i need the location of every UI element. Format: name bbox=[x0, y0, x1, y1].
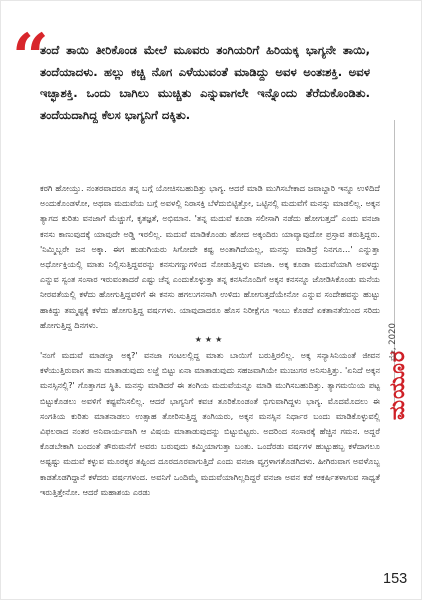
magazine-title-logo: ಮಯೂರ bbox=[384, 350, 409, 420]
section-separator: ★★★ bbox=[194, 335, 226, 345]
pull-quote bbox=[12, 20, 370, 126]
pull-quote-text: ತಂದೆ ತಾಯಿ ತೀರಿಕೊಂಡ ಮೇಲೆ ಮೂವರು ತಂಗಿಯರಿಗೆ ಹಿರಿಯಕ್ಕ ಭಾಗ್ಯನೇ ತಾಯಿ, ತಂದೆಯಾದಳು. ಹಲ್ಲು ಕಚ್ಚಿ ನೊಗ ಎಳೆಯುವಂತೆ ಮಾಡಿದ್ದು ಅವಳ ಅಂತಃಶಕ್ತಿ. ಅವಳ ಇಚ್ಛಾಶಕ್ತಿ. ಒಂದು ಬಾಗಿಲು ಮುಚ್ಚಿತು ಎನ್ನುವಾಗಲೇ ಇನ್ನೊಂದು ತೆರೆದುಕೊಂಡಿತು. ತಂದೆಯದಾಗಿದ್ದ ಕೆಲಸ ಭಾಗ್ಯನಿಗೆ ದಕ್ಕಿತು. bbox=[40, 43, 370, 122]
article-body bbox=[40, 181, 380, 500]
quote-mark-icon: “ bbox=[12, 20, 49, 95]
issue-date: ಮೇ, 2020 bbox=[388, 323, 398, 361]
body-paragraph-1: ಕರಗಿ ಹೋಯ್ತು. ನಂತರವಾದರೂ ತನ್ನ ಬಗ್ಗೆ ಯೋಚಿಸಬಹುದಿತ್ತು ಭಾಗ್ಯ. ಆದರೆ ಮಾಡಿ ಮುಗಿಸಬೇಕಾದ ಜವಾಬ್ದಾರಿ ಇನ್ನೂ ಉಳಿದಿದೆ ಅಂದುಕೊಂಡಳೋ, ಅಥವಾ ಮದುವೆಯ ಬಗ್ಗೆ ಅವಳಲ್ಲಿ ನಿರಾಸಕ್ತಿ ಬೆಳೆದುಬಿಟ್ಟಿತ್ತೋ, ಒಟ್ಟಿನಲ್ಲಿ ಮದುವೆಗೆ ಮನಸ್ಸು ಮಾಡಲಿಲ್ಲ. ಅಕ್ಕನ ತ್ಯಾಗದ ಕುರಿತು ವನಜಾಗೆ ಮೆಚ್ಚುಗೆ, ಕೃತಜ್ಞತೆ, ಅಭಿಮಾನ. 'ತನ್ನ ಮದುವೆ ಕೂಡಾ ಸಲೀಸಾಗಿ ನಡೆದು ಹೋಗುತ್ತದೆ' ಎಂದು ವನಜಾ ಕನಸು ಕಾಣುವುದಕ್ಕೆ ಯಾವುದೇ ಅಡ್ಡಿ ಇರಲಿಲ್ಲ. ಮದುವೆ ಮಾಡಿಕೊಂಡು ಹೋದ ಅಕ್ಕಂದಿರು ಯಾವ್ಯಾವುದೋ ಪ್ರಸ್ತಾವ ತರುತ್ತಿದ್ದರು. 'ನಿಮ್ಮಿಬ್ಬರೇ ಜನ ಅಕ್ಕಾ. ಈಗ ಹುಡುಗಿಯರು ಸಿಗೋದೇ ಕಷ್ಟ ಅಂತಾಗಿದೆಯಲ್ಲ, ಮನಸ್ಸು ಮಾಡಿದ್ರೆ ನಿನಗೂ...' ಎನ್ನುತ್ತಾ ಅರ್ಧೋಕ್ತಿಯಲ್ಲಿ ಮಾತು ನಿಲ್ಲಿಸುತ್ತಿದ್ದವರನ್ನು ಕನಸುಗಣ್ಣುಗಳಿಂದ ನೋಡುತ್ತಿದ್ದಳು ವನಜಾ. ಅಕ್ಕ ಕೂಡಾ ಮದುವೆಯಾಗಿ ಅವಳದ್ದು ಎನ್ನುವ ಸ್ವಂತ ಸಂಸಾರ ಇರುವಂತಾದರೆ ಎಷ್ಟು ಚೆನ್ನ ಎಂದುಕೊಳ್ಳುತ್ತಾ ತನ್ನ ಕನಸಿನೊಂದಿಗೆ ಅಕ್ಕನ ಕನಸನ್ನೂ ಜೋಡಿಸಿಕೊಂಡು ಮನೆಯ ನೀರವತೆಯಲ್ಲಿ ಕಳೆದು ಹೋಗುತ್ತಿದ್ದವಳಿಗೆ ಈ ಕನಸು ಹಗಲುಗನಸಾಗಿ ಉಳಿದು ಹೋಗುತ್ತದೆಯೇನೋ ಎನ್ನುವ ಸಂದೇಹವನ್ನು ಹುಟ್ಟು ಹಾಕಿದ್ದು ತಮ್ಮಷ್ಟಕ್ಕೆ ಕಳೆದು ಹೋಗುತ್ತಿದ್ದ ವರ್ಷಗಳು. ಯಾವುದಾದರೂ ಹೊಸ ನಿರೀಕ್ಷೆಗೂ ಇಂಬು ಕೊಡದೆ ಏಕತಾನತೆಯಿಂದ ಸರಿದು ಹೋಗುತ್ತಿದ್ದ ದಿನಗಳು. bbox=[40, 183, 380, 330]
body-paragraph-2: 'ನಂಗೆ ಮದುವೆ ಮಾಡಲ್ವಾ ಅಕ್ಕ?' ವನಜಾ ಗಂಟಲಲ್ಲಿದ್ದ ಮಾತು ಬಾಯಿಗೆ ಬರುತ್ತಿರಲಿಲ್ಲ. ಅಕ್ಕ ಸನ್ಯಾಸಿನಿಯಂತೆ ಜೀವನ ಕಳೆಯುತ್ತಿರುವಾಗ ತಾನು ಮಾತಾಡುವುದು ಲಜ್ಜೆ ಬಿಟ್ಟು ಏನಾ ಮಾತಾಡುವುದು ಸಹಜವಾಗಿಯೇ ಮುಜುಗರ ಅನಿಸುತ್ತಿತ್ತು. 'ಏನಿದೆ ಅಕ್ಕನ ಮನಸ್ಸಿನಲ್ಲಿ?' ಗೊತ್ತಾಗದ ಸ್ಥಿತಿ. ಮನಸ್ಸು ಮಾಡಿದರೆ ಈ ತಂಗಿಯ ಮದುವೆಯನ್ನೂ ಮಾಡಿ ಮುಗಿಸಬಹುದಿತ್ತು. ತ್ಯಾಗಮಯಿಯ ಪಟ್ಟ ಬಿಟ್ಟುಕೊಡಲು ಅವಳಿಗೆ ಕಷ್ಟವೆನಿಸಲಿಲ್ಲ. ಆದರೆ ಭಾಗ್ಯನಿಗೆ ಕವಚ ತೂರಿಕೊಂಡಂತೆ ಭಿಗುವಾಗಿದ್ದಳು ಭಾಗ್ಯ. ಮೊದಮೊದಲು ಈ ಸಂಗತಿಯ ಕುರಿತು ಮಾತನಾಡಲು ಉತ್ಸಾಹ ತೋರಿಸುತ್ತಿದ್ದ ತಂಗಿಯರು, ಅಕ್ಕನ ಮನಸ್ಸಿನ ನಿರ್ಧಾರ ಬಂದು ಮಾಡಿಕೊಳ್ಳುವಲ್ಲಿ ವಿಫಲರಾದ ನಂತರ ಅನಿವಾರ್ಯವಾಗಿ ಆ ವಿಷಯ ಮಾತಾಡುವುದನ್ನು ಬಿಟ್ಟುಬಿಟ್ಟರು. ಅದರಿಂದ ಸಂಸಾರಕ್ಕೆ ಹೆಚ್ಚಿನ ಗಮನ. ಅದ್ದರೆ ಕೊಡಬೇಕಾಗಿ ಬಂದಂತೆ ತೌರುಮನೆಗೆ ಅವರು ಬರುವುದು ಕಮ್ಮಿಯಾಗುತ್ತಾ ಬಂತು. ಒಂದೆರಡು ವರ್ಷಗಳ ಹುಟ್ಟುಹಬ್ಬ ಕಳೆದಾಗಲೂ ಅಷ್ಟಷ್ಟು ಮದುವೆ ಕಳ್ಳುವ ಮೂರಕ್ಕರ ತಪ್ಪಿಂದ ದೂರದೂರವಾಗುತ್ತಿದೆ ಎಂದು ವನಜಾ ವ್ಯಗ್ರಳಾಗತೊಡಗಿದಳು. ಹೀಗಿರುವಾಗ ಅವಳೊಬ್ಬ ಕಾಡತೊಡಗಿದ್ದಾನೆ ಕಳೆದರು ವರ್ಷಗಳಂದ. ಅವನಿಗೆ ಒಂದಿಮ್ಮೆ ಮದುವೆಯಾಗಿಲ್ಲದಿದ್ದರೆ ವನಜಾ ಅವನ ಕಡೆ ಆಕರ್ಷಿತಳಾಗುವ ಸಾಧ್ಯತೆ ಇರುತ್ತಿತ್ತೇನೋ. ಆದರೆ ಮಹಾಶಯ ಎರಡು bbox=[40, 350, 380, 497]
page-number: 153 bbox=[383, 571, 408, 587]
